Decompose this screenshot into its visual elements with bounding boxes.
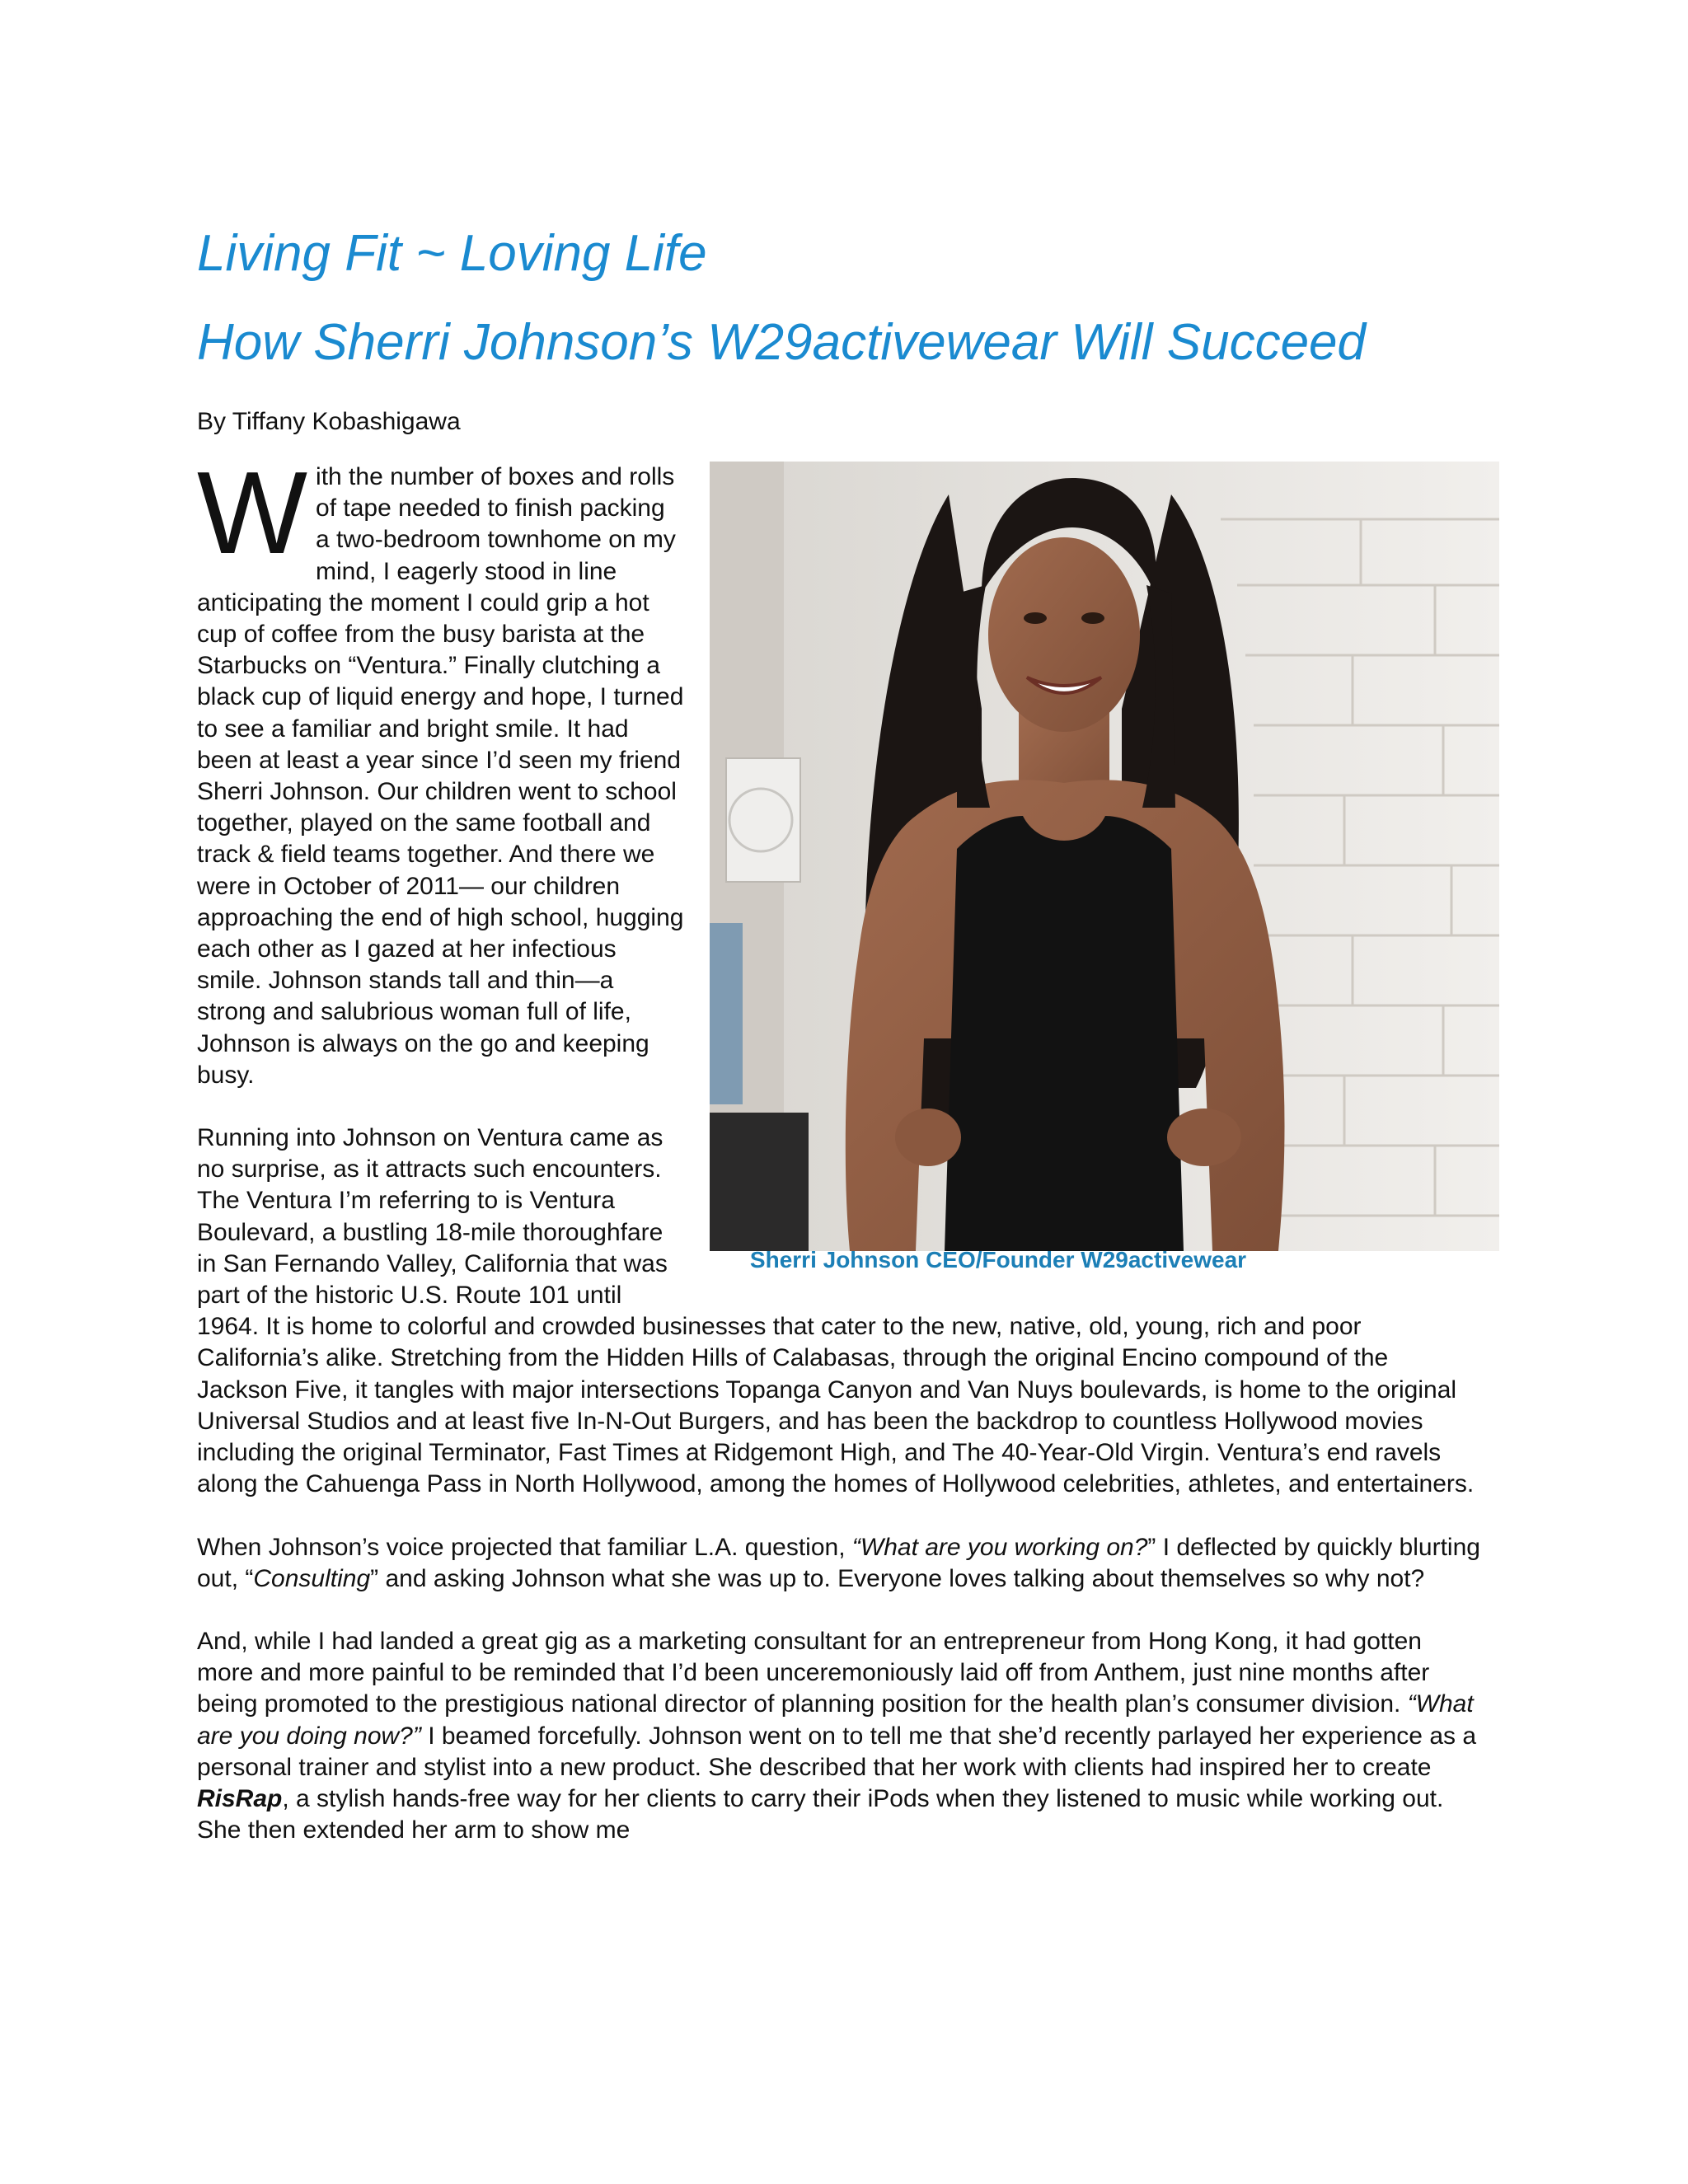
paragraph-4-text-a: And, while I had landed a great gig as a marketing consultant for an entrepreneur from Hong Kong, it had gotten more and more painful to be reminded that I’d been unceremoniously laid off from Anthem, just nine months after being promoted to the prestigious national director of planning position for the health plan’s consumer division. (197, 1627, 1430, 1718)
photo-caption: Sherri Johnson CEO/Founder W29activewear (749, 1247, 1247, 1272)
paragraph-2: Running into Johnson on Ventura came as no surprise, as it attracts such encounters. The Ventura I’m referring to is Ventura Boulevard, a bustling 18-mile thoroughfare in San Fernando Valley, California that was part of the historic U.S. Route 101 until 1964. It is home to colorful and crowded businesses that cater to the new, native, old, young, rich and poor California’s alike. Stretching from the Hidden Hills of Calabasas, through the original Encino compound of the Jackson Five, it tangles with major intersections Topanga Canyon and Van Nuys boulevards, is home to the original Universal Studios and at least five In-N-Out Burgers, and has been the backdrop to countless Hollywood movies including the original Terminator, Fast Times at Ridgemont High, and The 40-Year-Old Virgin. Ventura’s end ravels along the Cahuenga Pass in North Hollywood, among the homes of Hollywood celebrities, athletes, and entertainers. (197, 1124, 1475, 1498)
paragraph-4-text-c: I beamed forcefully. Johnson went on to tell me that she’d recently parlayed her experience as a personal trainer and stylist into a new product. She described that her work with clients had inspired her to create (197, 1722, 1477, 1781)
portrait-illustration (710, 462, 1499, 1251)
paragraph-3-text-c: ” I deflected by quickly blurting out, “ (197, 1533, 1480, 1592)
paragraph-4-text-e: , a stylish hands-free way for her clients to carry their iPods when they listened to music while working out. She then extended her arm to show me (197, 1784, 1444, 1844)
byline: By Tiffany Kobashigawa (197, 408, 461, 435)
headline-line-2: How Sherri Johnson’s W29activewear Will Succeed (197, 314, 1367, 371)
headline-line-1: Living Fit ~ Loving Life (197, 225, 707, 282)
portrait-photo (710, 462, 1499, 1251)
paragraph-3-consulting: Consulting (253, 1564, 371, 1592)
paragraph-3-quote: “What are you working on? (851, 1533, 1148, 1561)
paragraph-4-risrap: RisRap (197, 1784, 283, 1812)
paragraph-4 (197, 1626, 1483, 1846)
paragraph-1-text: ith the number of boxes and rolls of tape needed to finish packing a two-bedroom townhome on my mind, I eagerly stood in line anticipating the moment I could grip a hot cup of coffee from the busy barista at the Starbucks on “Ventura.” Finally clutching a black cup of liquid energy and hope, I turned to see a familiar and bright smile. It had been at least a year since I’d seen my friend Sherri Johnson. Our children went to school together, played on the same football and track & field teams together. And there we were in October of 2011— our children approaching the end of high school, hugging each other as I gazed at her infectious smile. Johnson stands tall and thin—a strong and salubrious woman full of life, Johnson is always on the go and keeping busy. (197, 463, 684, 1089)
article-body (197, 448, 1483, 1877)
paragraph-3 (197, 1532, 1483, 1595)
paragraph-3-text-e: ” and asking Johnson what she was up to. Everyone loves talking about themselves so why not? (370, 1564, 1425, 1592)
paragraph-4-quote: “What are you doing now?” (197, 1690, 1474, 1750)
drop-cap: W (197, 448, 308, 579)
paragraph-3-text-a: When Johnson’s voice projected that familiar L.A. question, (197, 1533, 852, 1561)
photo-figure (710, 462, 1499, 1286)
